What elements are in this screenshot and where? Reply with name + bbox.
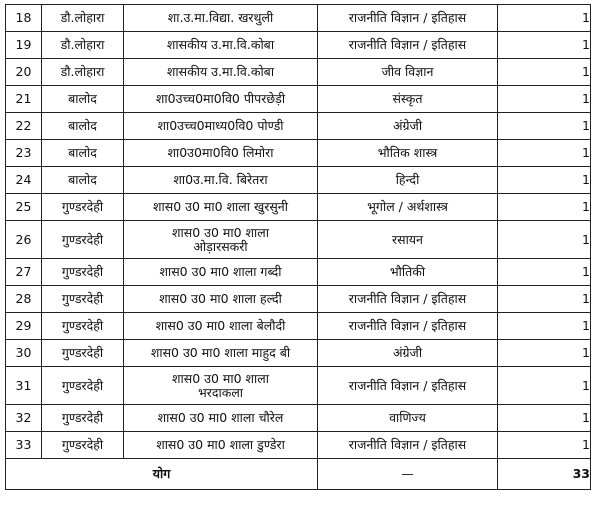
school-name-cell — [124, 194, 318, 221]
school-name-line: शासकीय उ.मा.वि.कोबा — [166, 37, 275, 52]
subject-cell: राजनीति विज्ञान / इतिहास — [318, 5, 498, 32]
serial-number-cell: 32 — [6, 405, 42, 432]
serial-number-cell: 29 — [6, 313, 42, 340]
subject-cell: हिन्दी — [318, 167, 498, 194]
school-name-line: शा0उ0मा0वि0 लिमोरा — [167, 145, 274, 160]
post-count-cell: 1 — [498, 59, 591, 86]
post-count-cell: 1 — [498, 313, 591, 340]
school-name-line: शास0 उ0 मा0 शाला बेलौदी — [155, 318, 286, 333]
school-name-cell — [124, 113, 318, 140]
serial-number-cell: 20 — [6, 59, 42, 86]
serial-number-cell: 18 — [6, 5, 42, 32]
table-row — [6, 140, 591, 167]
school-name-cell — [124, 221, 318, 259]
serial-number-cell: 23 — [6, 140, 42, 167]
school-name-cell — [124, 59, 318, 86]
post-count-cell: 1 — [498, 86, 591, 113]
post-count-cell: 1 — [498, 432, 591, 459]
block-cell: गुण्डरदेही — [42, 194, 124, 221]
serial-number-cell: 28 — [6, 286, 42, 313]
subject-cell: भौतिक शास्त्र — [318, 140, 498, 167]
school-name-line: शास0 उ0 मा0 शाला माहुद बी — [150, 345, 291, 360]
school-name-cell — [124, 259, 318, 286]
subject-cell: जीव विज्ञान — [318, 59, 498, 86]
subject-cell: राजनीति विज्ञान / इतिहास — [318, 313, 498, 340]
post-count-cell: 1 — [498, 367, 591, 405]
block-cell: डौ.लोहारा — [42, 59, 124, 86]
table-row — [6, 32, 591, 59]
serial-number-cell: 19 — [6, 32, 42, 59]
block-cell: गुण्डरदेही — [42, 221, 124, 259]
subject-cell: भूगोल / अर्थशास्त्र — [318, 194, 498, 221]
school-name-cell — [124, 5, 318, 32]
serial-number-cell: 26 — [6, 221, 42, 259]
school-name-line: शास0 उ0 मा0 शाला डुण्डेरा — [156, 437, 285, 452]
school-name-cell — [124, 167, 318, 194]
block-cell: डौ.लोहारा — [42, 32, 124, 59]
table-row — [6, 113, 591, 140]
school-name-line: शा0उच्च0मा0वि0 पीपरछेड़ी — [155, 91, 286, 106]
subject-cell: अंग्रेजी — [318, 340, 498, 367]
post-count-cell: 1 — [498, 286, 591, 313]
table-row — [6, 313, 591, 340]
post-count-cell: 1 — [498, 405, 591, 432]
block-cell: गुण्डरदेही — [42, 340, 124, 367]
school-name-line: ओड़ारसकरी — [193, 238, 248, 254]
serial-number-cell: 27 — [6, 259, 42, 286]
table-row — [6, 259, 591, 286]
table-row — [6, 167, 591, 194]
block-cell: गुण्डरदेही — [42, 367, 124, 405]
school-name-line: शास0 उ0 मा0 शाला चौरेल — [157, 410, 284, 425]
block-cell: बालोद — [42, 140, 124, 167]
subject-cell: राजनीति विज्ञान / इतिहास — [318, 367, 498, 405]
table-row — [6, 286, 591, 313]
school-name-cell — [124, 405, 318, 432]
block-cell: गुण्डरदेही — [42, 405, 124, 432]
block-cell: बालोद — [42, 167, 124, 194]
school-name-line: शास0 उ0 मा0 शाला — [172, 224, 269, 240]
post-count-cell: 1 — [498, 221, 591, 259]
subject-cell: राजनीति विज्ञान / इतिहास — [318, 32, 498, 59]
block-cell: बालोद — [42, 86, 124, 113]
table-row — [6, 59, 591, 86]
school-name-cell — [124, 86, 318, 113]
table-body — [6, 5, 591, 490]
school-name-line: शा0उच्च0माध्य0वि0 पोण्डी — [157, 118, 284, 133]
block-cell: डौ.लोहारा — [42, 5, 124, 32]
school-name-cell — [124, 140, 318, 167]
serial-number-cell: 30 — [6, 340, 42, 367]
serial-number-cell: 33 — [6, 432, 42, 459]
total-count: 33 — [498, 459, 591, 490]
vacancy-table — [5, 4, 591, 490]
school-name-cell — [124, 367, 318, 405]
school-name-line: शा0उ.मा.वि. बिरेतरा — [173, 172, 268, 187]
school-name-cell — [124, 432, 318, 459]
school-name-cell — [124, 340, 318, 367]
block-cell: बालोद — [42, 113, 124, 140]
block-cell: गुण्डरदेही — [42, 313, 124, 340]
school-name-line: भरदाकला — [197, 384, 244, 400]
post-count-cell: 1 — [498, 32, 591, 59]
subject-cell: राजनीति विज्ञान / इतिहास — [318, 432, 498, 459]
total-row — [6, 459, 591, 490]
serial-number-cell: 21 — [6, 86, 42, 113]
serial-number-cell: 25 — [6, 194, 42, 221]
subject-cell: भौतिकी — [318, 259, 498, 286]
block-cell: गुण्डरदेही — [42, 286, 124, 313]
subject-cell: संस्कृत — [318, 86, 498, 113]
subject-cell: राजनीति विज्ञान / इतिहास — [318, 286, 498, 313]
table-row — [6, 5, 591, 32]
post-count-cell: 1 — [498, 194, 591, 221]
subject-cell: अंग्रेजी — [318, 113, 498, 140]
table-row — [6, 86, 591, 113]
school-name-cell — [124, 286, 318, 313]
school-name-line: शा.उ.मा.विद्या. खरथुली — [167, 10, 274, 25]
post-count-cell: 1 — [498, 140, 591, 167]
subject-cell: वाणिज्य — [318, 405, 498, 432]
subject-cell: रसायन — [318, 221, 498, 259]
school-name-line: शास0 उ0 मा0 शाला हल्दी — [159, 291, 282, 306]
table-row — [6, 340, 591, 367]
block-cell: गुण्डरदेही — [42, 259, 124, 286]
table-row — [6, 221, 591, 259]
serial-number-cell: 24 — [6, 167, 42, 194]
post-count-cell: 1 — [498, 5, 591, 32]
total-subject-dash: — — [318, 459, 498, 490]
school-name-line: शास0 उ0 मा0 शाला खुरसुनी — [153, 199, 288, 214]
school-name-line: शासकीय उ.मा.वि.कोबा — [166, 64, 275, 79]
post-count-cell: 1 — [498, 113, 591, 140]
school-name-cell — [124, 313, 318, 340]
post-count-cell: 1 — [498, 259, 591, 286]
table-row — [6, 367, 591, 405]
school-name-line: शास0 उ0 मा0 शाला — [172, 370, 269, 386]
post-count-cell: 1 — [498, 340, 591, 367]
table-row — [6, 194, 591, 221]
post-count-cell: 1 — [498, 167, 591, 194]
total-label: योग — [6, 459, 318, 490]
school-name-cell — [124, 32, 318, 59]
block-cell: गुण्डरदेही — [42, 432, 124, 459]
serial-number-cell: 31 — [6, 367, 42, 405]
table-row — [6, 405, 591, 432]
school-name-line: शास0 उ0 मा0 शाला गब्दी — [159, 264, 282, 279]
table-row — [6, 432, 591, 459]
serial-number-cell: 22 — [6, 113, 42, 140]
